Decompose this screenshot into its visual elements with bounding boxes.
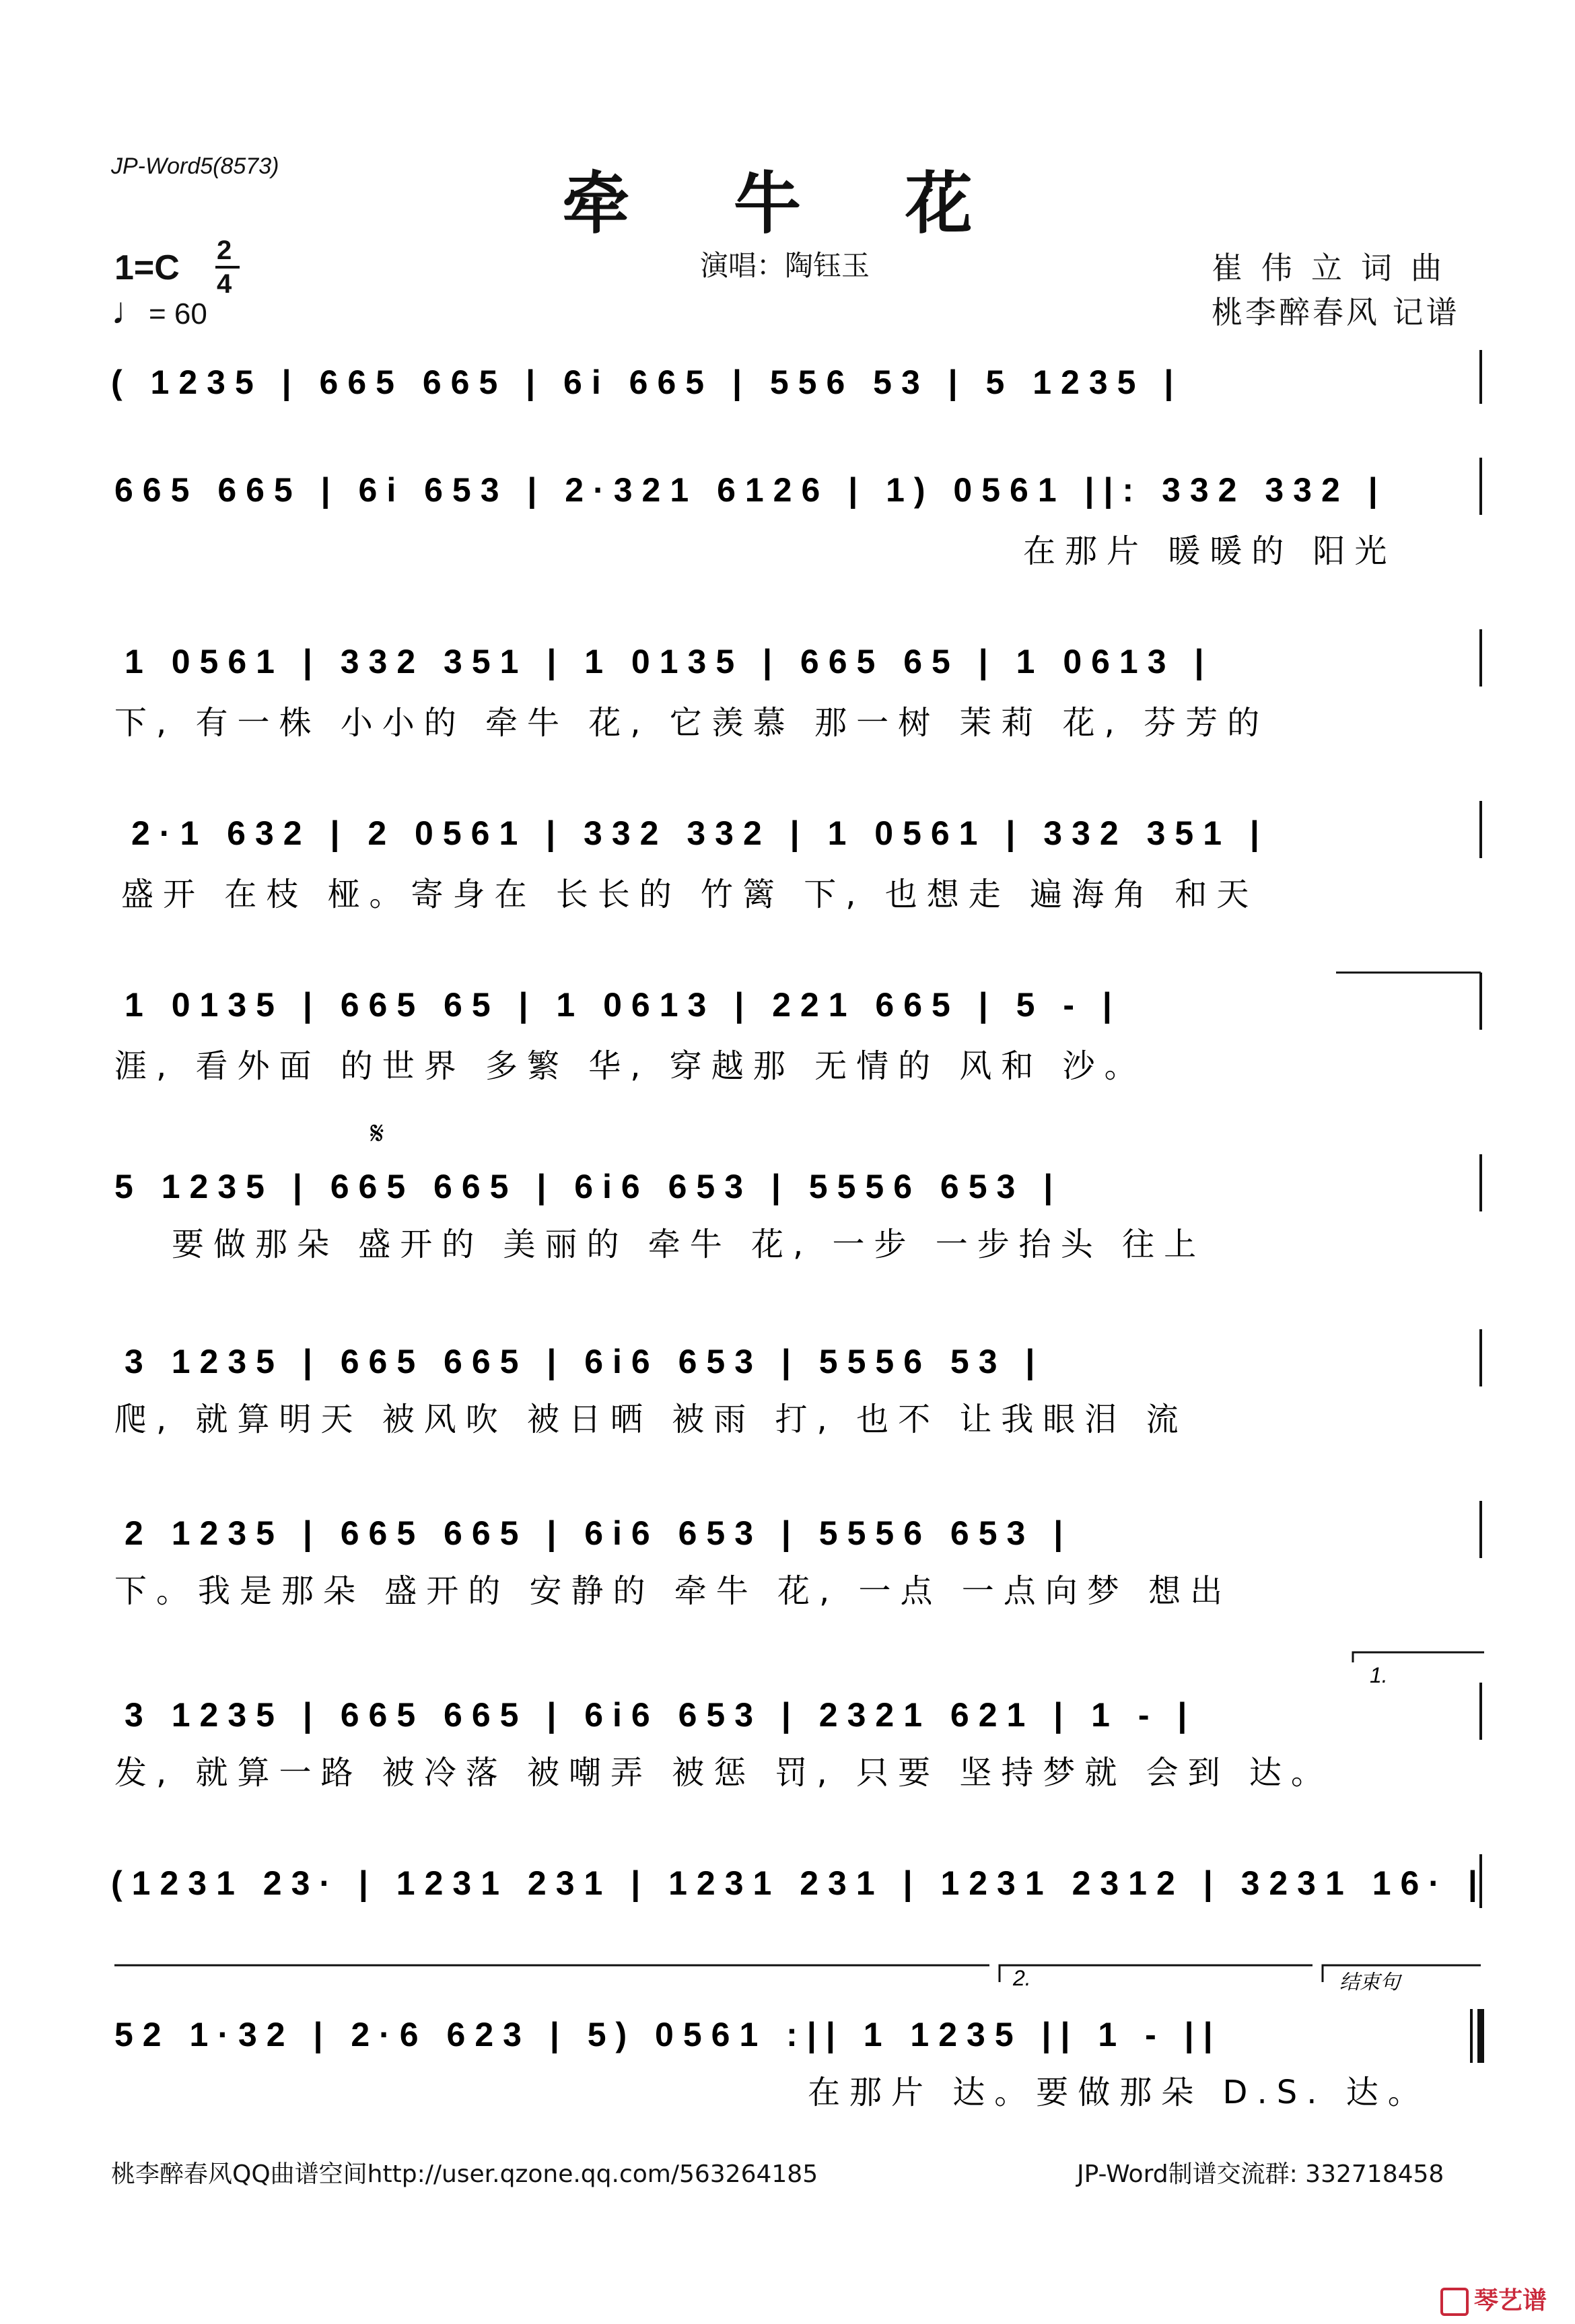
system-11-lyrics: 在那片 达。要做那朵 D.S. 达。 <box>808 2074 1430 2111</box>
system-4-lyrics: 盛开 在枝 桠。寄身在 长长的 竹篱 下, 也想走 遍海角 和天 <box>121 876 1259 913</box>
brand-watermark <box>1440 2282 1547 2316</box>
quarter-note-icon: ♩ <box>111 289 149 332</box>
volta-2-label: 2. <box>1013 1966 1031 1990</box>
segno-mark: 𝄋 <box>370 1115 384 1152</box>
footer-source: 桃李醉春风QQ曲谱空间http://user.qzone.qq.com/563264185 <box>111 2160 818 2188</box>
system-2-notes: 665 665 | 6i 653 | 2·321 6126 | 1) 0561 ||: 332 332 | <box>114 471 1387 509</box>
volta-1-label: 1. <box>1370 1663 1388 1687</box>
system-5-lyrics: 涯, 看外面 的世界 多繁 华, 穿越那 无情的 风和 沙。 <box>114 1047 1146 1085</box>
system-9-lyrics: 发, 就算一路 被冷落 被嘲弄 被惩 罚, 只要 坚持梦就 会到 达。 <box>114 1754 1333 1792</box>
system-3-notes: 1 0561 | 332 351 | 1 0135 | 665 65 | 1 0613 | <box>125 643 1214 680</box>
system-4-notes: 2·1 632 | 2 0561 | 332 332 | 1 0561 | 332 351 | <box>131 814 1269 852</box>
system-8-lyrics: 下。我是那朵 盛开的 安静的 牵牛 花, 一点 一点向梦 想出 <box>114 1572 1232 1610</box>
transcriber-credit: 桃李醉春风 记谱 <box>1212 294 1460 330</box>
time-sig-top: 2 <box>217 236 232 265</box>
system-8-notes: 2 1235 | 665 665 | 6i6 653 | 5556 653 | <box>125 1514 1073 1552</box>
source-label: JP-Word5(8573) <box>111 153 279 179</box>
system-11-notes: 52 1·32 | 2·6 623 | 5) 0561 :|| 1 1235 || 1 - || <box>114 2016 1222 2053</box>
key-signature: 1=C <box>114 248 180 287</box>
volta-1-bracket <box>1353 1652 1484 1662</box>
system-6-lyrics: 要做那朵 盛开的 美丽的 牵牛 花, 一步 一步抬头 往上 <box>172 1226 1206 1263</box>
ending-label: 结束句 <box>1339 1971 1400 1994</box>
system-7-notes: 3 1235 | 665 665 | 6i6 653 | 5556 53 | <box>125 1343 1045 1380</box>
time-sig-bottom: 4 <box>217 269 232 299</box>
system-2-lyrics: 在那片 暖暖的 阳光 <box>1023 532 1397 570</box>
footer-group: JP-Word制谱交流群: 332718458 <box>1077 2160 1444 2188</box>
system-1-notes: ( 1235 | 665 665 | 6i 665 | 556 53 | 5 1235 | <box>111 363 1183 401</box>
tempo-value: = 60 <box>149 297 207 330</box>
performer-credit: 演唱：陶钰玉 <box>700 249 870 282</box>
song-title: 牵 牛 花 <box>562 164 1013 243</box>
composer-credit: 崔伟立词曲 <box>1212 250 1461 286</box>
system-10-notes: (1231 23· | 1231 231 | 1231 231 | 1231 2312 | 3231 16· | <box>111 1864 1487 1902</box>
brand-logo-icon <box>1440 2288 1469 2316</box>
system-5-notes: 1 0135 | 665 65 | 1 0613 | 221 665 | 5 - | <box>125 986 1121 1024</box>
volta-2-bracket <box>1000 1965 1312 1982</box>
system-9-notes: 3 1235 | 665 665 | 6i6 653 | 2321 621 | 1 - | <box>125 1696 1197 1734</box>
system-6-notes: 5 1235 | 665 665 | 6i6 653 | 5556 653 | <box>114 1168 1063 1205</box>
brand-name: 琴艺谱 <box>1474 2287 1547 2315</box>
system-3-lyrics: 下, 有一株 小小的 牵牛 花, 它羡慕 那一树 茉莉 花, 芬芳的 <box>114 704 1269 742</box>
system-7-lyrics: 爬, 就算明天 被风吹 被日晒 被雨 打, 也不 让我眼泪 流 <box>114 1401 1188 1438</box>
